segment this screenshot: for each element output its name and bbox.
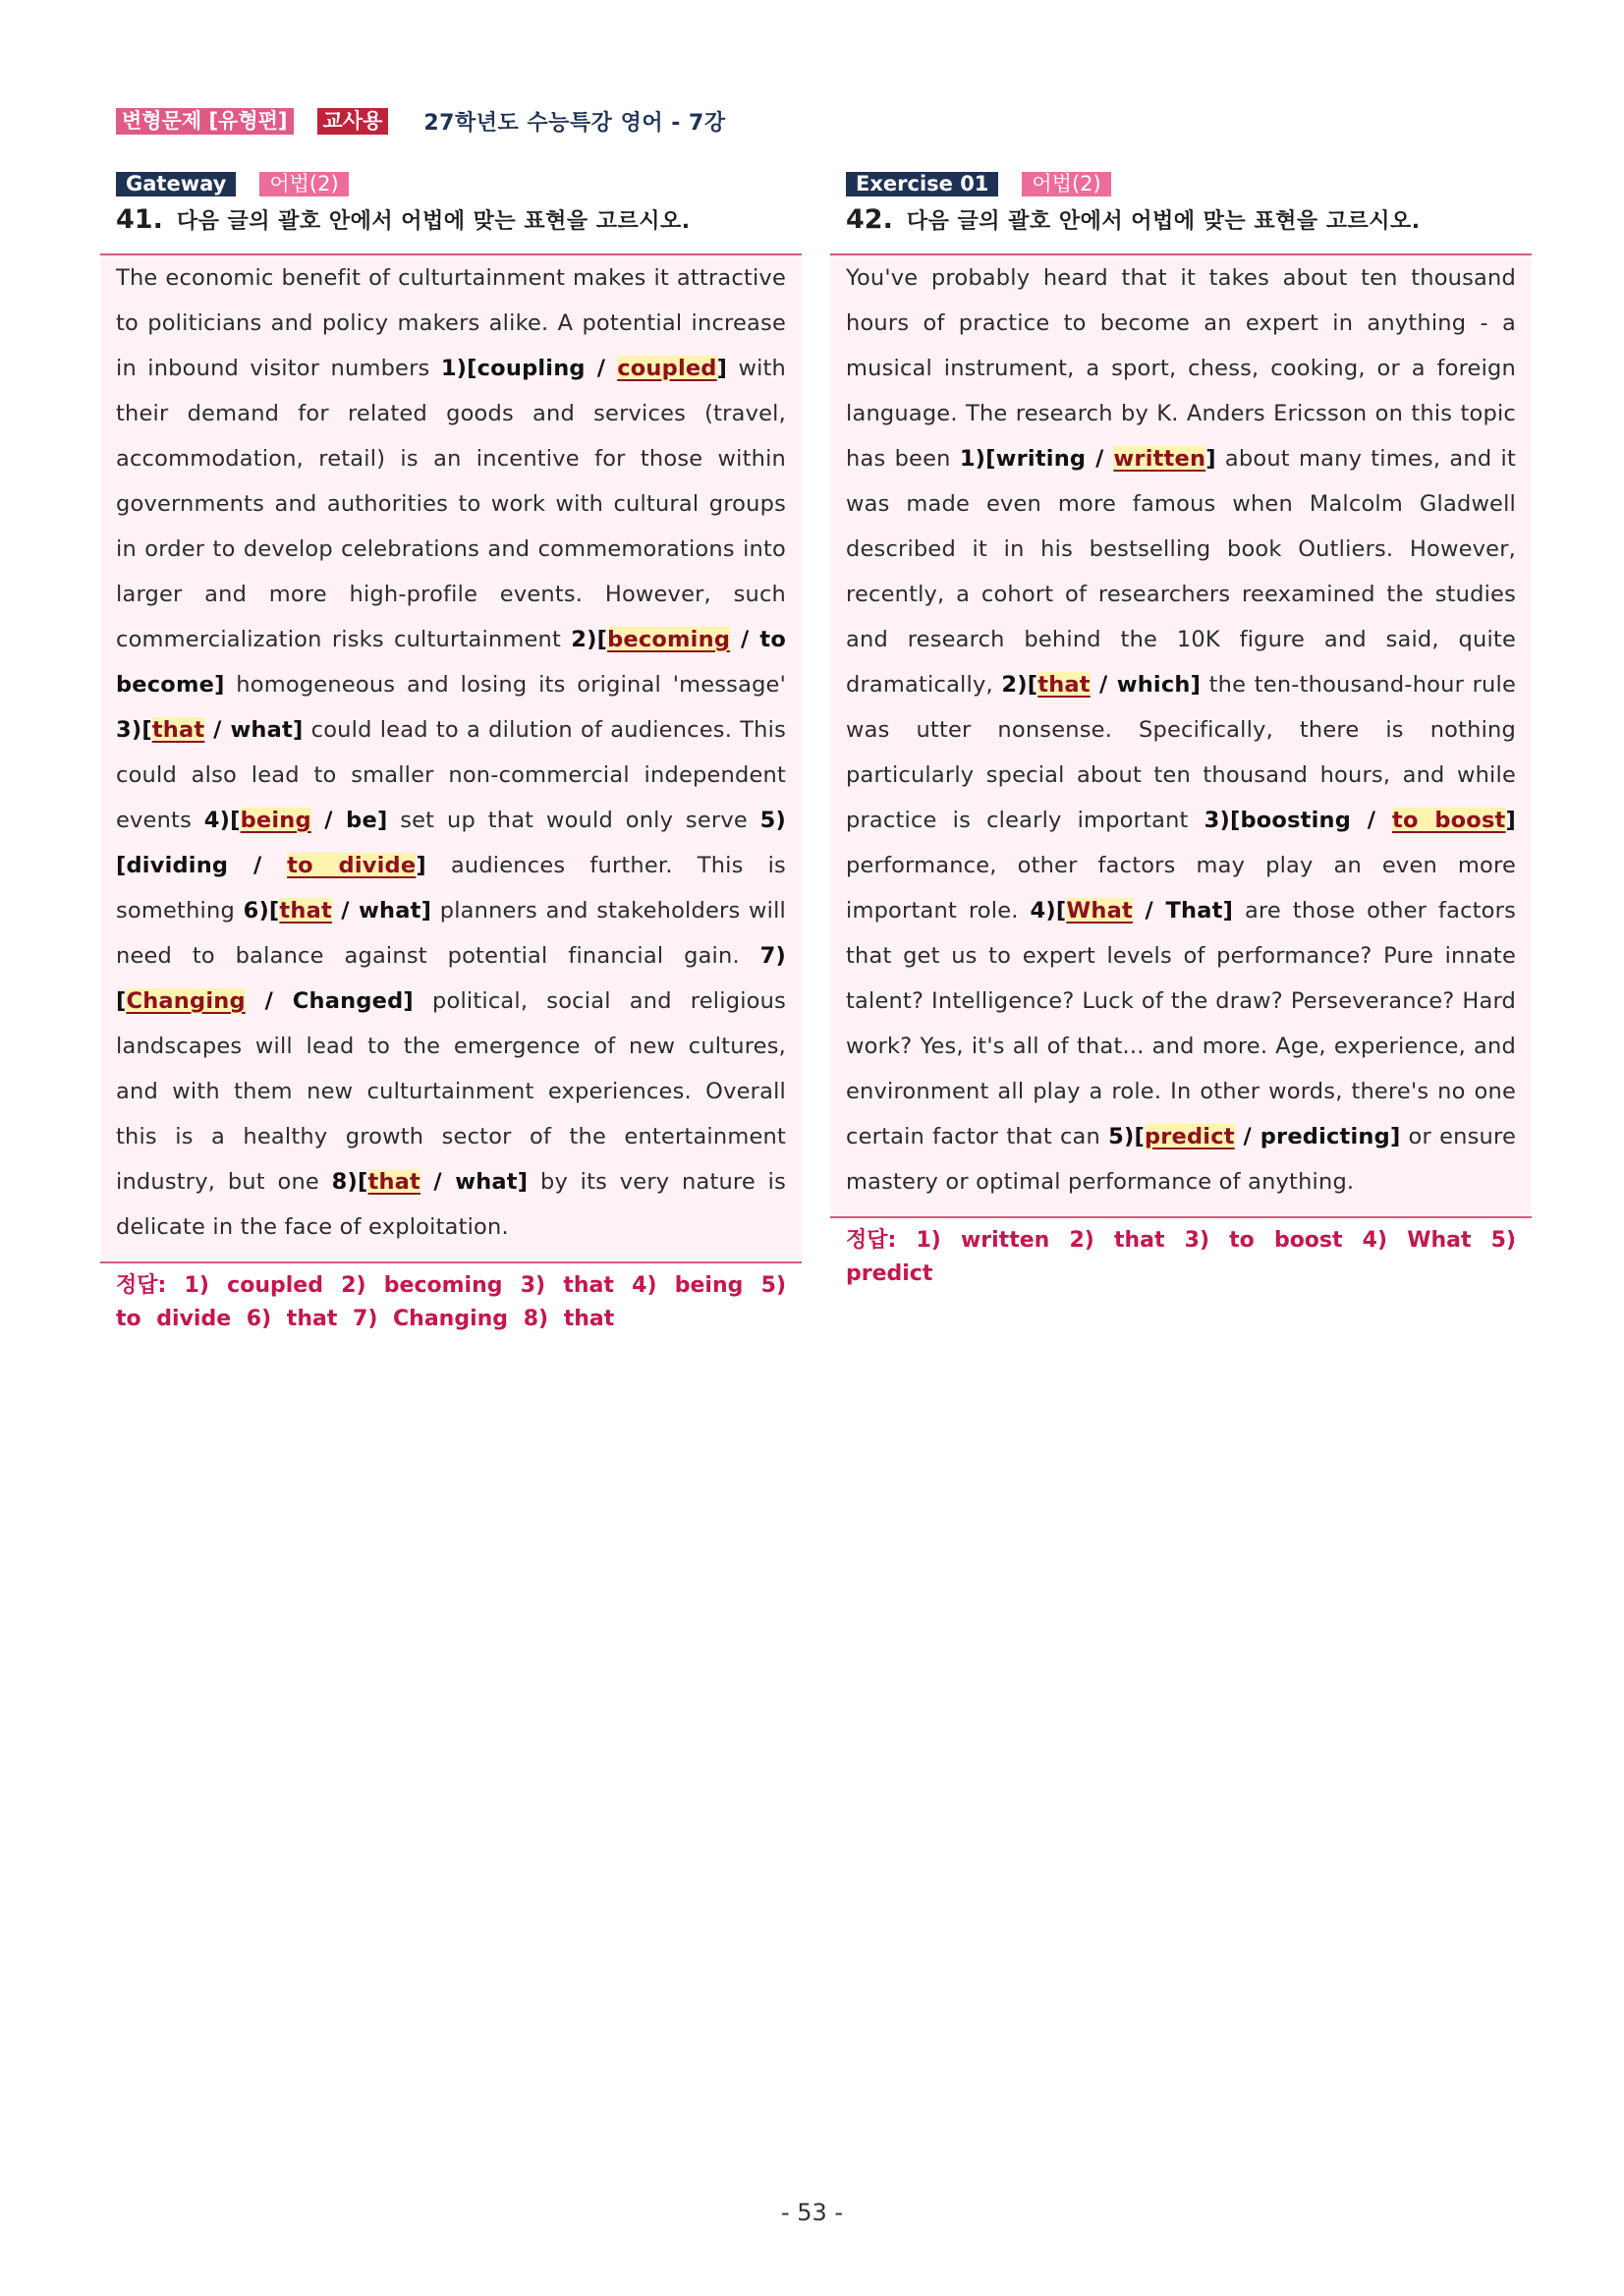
choice-4-prefix: 4)[	[203, 808, 241, 833]
question-number: 42.	[846, 204, 893, 235]
question-42-column	[830, 171, 1532, 1291]
question-41-column	[100, 171, 802, 1336]
passage-text: about many times, and it was made even more famous when Malcolm Gladwell described it in his bestselling book Outliers. However, recently, a cohort of researchers reexamined the studies and research behind the 10K figure and said, quite dramatically,	[846, 446, 1516, 698]
question-41-passage	[100, 253, 802, 1263]
question-41-heading	[100, 204, 802, 238]
choice-1-prefix: 1)[coupling /	[440, 356, 618, 381]
choice-1-suffix: ]	[1205, 446, 1216, 472]
choice-3-answer: to boost	[1391, 808, 1506, 833]
passage-text: You've probably heard that it takes about ten thousand hours of practice to become an expert in anything - a musical instrument, a sport, chess, cooking, or a foreign language. The research by K. Anders Ericsson on this topic has been	[846, 265, 1516, 472]
choice-7-prefix: 7)[	[116, 943, 786, 1014]
choice-1-suffix: ]	[716, 356, 728, 381]
question-instruction: 다음 글의 괄호 안에서 어법에 맞는 표현을 고르시오.	[906, 209, 1421, 234]
choice-2-suffix: / which]	[1090, 672, 1202, 698]
page-header	[116, 106, 726, 136]
passage-text: audiences further. This is something	[116, 853, 786, 924]
question-number: 41.	[116, 204, 163, 235]
passage-text: homogeneous and losing its original 'message'	[224, 672, 786, 698]
passage-text: set up that would only serve	[387, 808, 760, 833]
answer-key-41: 정답: 1) coupled 2) becoming 3) that 4) being 5) to divide 6) that 7) Changing 8) that	[116, 1273, 786, 1331]
grammar-badge: 어법(2)	[1022, 172, 1110, 196]
passage-text: planners and stakeholders will need to balance against potential financial gain.	[116, 898, 787, 969]
choice-2-prefix: 2)[	[1001, 672, 1038, 698]
question-42-heading	[830, 204, 1532, 238]
choice-3-suffix: / what]	[204, 717, 304, 743]
choice-3-prefix: 3)[boosting /	[1204, 808, 1392, 833]
choice-5-suffix: ]	[416, 853, 426, 878]
choice-5-prefix: 5)[	[1108, 1124, 1145, 1149]
choice-3-answer: that	[151, 717, 205, 743]
choice-4-answer: What	[1066, 898, 1133, 924]
choice-4-answer: being	[240, 808, 311, 833]
choice-6-prefix: 6)[	[243, 898, 280, 924]
passage-text: by its very nature is delicate in the face of exploitation.	[116, 1169, 787, 1240]
answer-key-42: 정답: 1) written 2) that 3) to boost 4) What 5) predict	[846, 1228, 1516, 1286]
exercise-badge: Exercise 01	[846, 172, 998, 196]
choice-7-suffix: / Changed]	[245, 988, 414, 1014]
question-41-badges	[100, 171, 802, 196]
passage-text: could lead to a dilution of audiences. This could also lead to smaller non-commercial independent events	[116, 717, 786, 833]
choice-5-prefix: 5)[dividing /	[116, 808, 787, 878]
choice-1-answer: coupled	[617, 356, 717, 381]
type-tag: 변형문제 [유형편]	[116, 108, 294, 135]
choice-2-prefix: 2)[	[571, 627, 608, 652]
choice-4-suffix: / be]	[310, 808, 388, 833]
choice-2-suffix: / to become]	[116, 627, 786, 698]
choice-6-answer: that	[279, 898, 332, 924]
passage-text: The economic benefit of culturtainment makes it attractive to politicians and policy makers alike. A potential increase in inbound visitor numbers	[116, 265, 786, 381]
choice-3-prefix: 3)[	[116, 717, 152, 743]
choice-8-suffix: / what]	[420, 1169, 529, 1195]
passage-text: with their demand for related goods and services (travel, accommodation, retail) is an incentive for those within governments and authorities to work with cultural groups in order to develop celebrations and commemorations into larger and more high-profile events. However, such commercialization risks culturtainment	[116, 356, 787, 652]
choice-5-answer: to divide	[287, 853, 417, 878]
passage-text: are those other factors that get us to expert levels of performance? Pure innate talent? Intelligence? Luck of the draw? Perseverance? Hard work? Yes, it's all of that... and more. Age, experience, and environment all play a role. In other words, there's no one certain factor that can	[846, 898, 1517, 1149]
page-number: - 53 -	[780, 2199, 844, 2226]
choice-3-suffix: ]	[1505, 808, 1516, 833]
choice-5-answer: predict	[1144, 1124, 1235, 1149]
choice-2-answer: becoming	[607, 627, 731, 652]
header-title: 27학년도 수능특강 영어 - 7강	[423, 110, 726, 136]
question-42-badges	[830, 171, 1532, 196]
passage-text: the ten-thousand-hour rule was utter nonsense. Specifically, there is nothing particularly special about ten thousand hours, and while practice is clearly important	[846, 672, 1517, 833]
choice-1-answer: written	[1113, 446, 1206, 472]
gateway-badge: Gateway	[116, 172, 236, 196]
passage-text: or ensure mastery or optimal performance of anything.	[846, 1124, 1516, 1195]
teacher-tag: 교사용	[317, 108, 389, 135]
question-instruction: 다음 글의 괄호 안에서 어법에 맞는 표현을 고르시오.	[176, 209, 691, 234]
question-42-passage	[830, 253, 1532, 1218]
passage-text: political, social and religious landscapes will lead to the emergence of new cultures, and with them new culturtainment experiences. Overall this is a healthy growth sector of the entertainment industry, but one	[116, 988, 786, 1195]
passage-text: performance, other factors may play an even more important role.	[846, 853, 1516, 924]
choice-5-suffix: / predicting]	[1234, 1124, 1401, 1149]
choice-7-answer: Changing	[126, 988, 246, 1014]
choice-8-answer: that	[367, 1169, 421, 1195]
choice-4-prefix: 4)[	[1030, 898, 1067, 924]
choice-8-prefix: 8)[	[331, 1169, 368, 1195]
grammar-badge: 어법(2)	[259, 172, 348, 196]
choice-4-suffix: / That]	[1132, 898, 1234, 924]
choice-1-prefix: 1)[writing /	[959, 446, 1114, 472]
choice-6-suffix: / what]	[331, 898, 432, 924]
choice-2-answer: that	[1037, 672, 1091, 698]
